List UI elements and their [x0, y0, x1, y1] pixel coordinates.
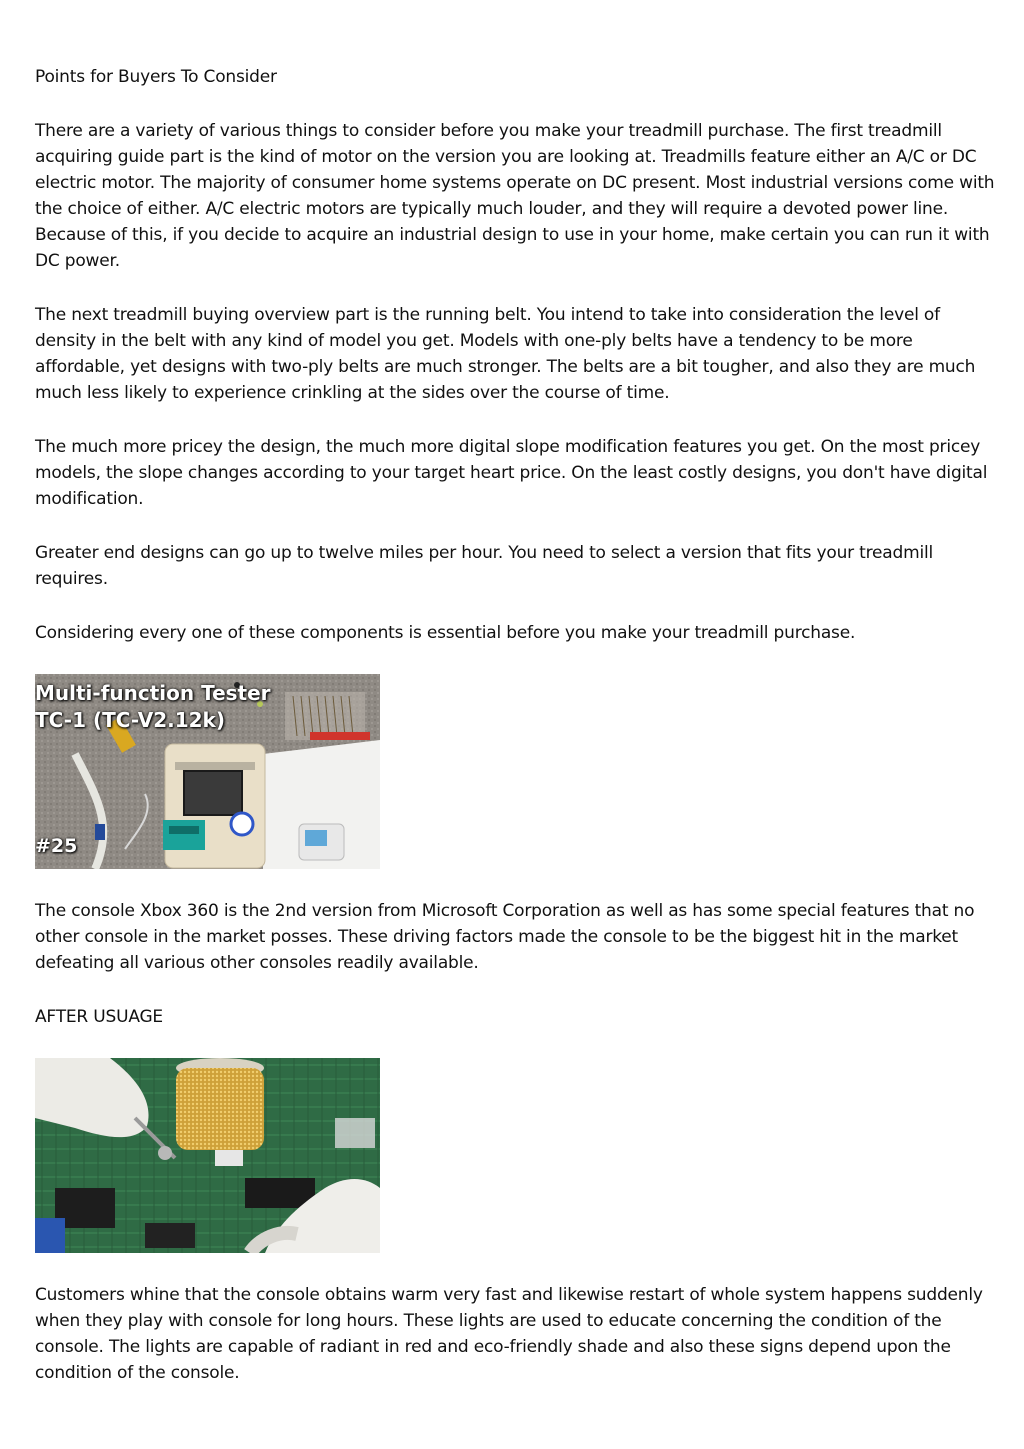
- photo-number: #25: [35, 835, 78, 857]
- paragraph-belt: The next treadmill buying overview part is the running belt. You intend to take into consideration the level of density in the belt with any kind of model you get. Models with one-ply belts have a tendency to be more affordable, yet designs with two-ply belts are much stronger. The belts are a bit tougher, and also they are much much less likely to experience crinkling at the sides over the course of time.: [35, 305, 976, 403]
- paragraph-console-issues: Customers whine that the console obtains warm very fast and likewise restart of whole system happens suddenly when they play with console for long hours. These lights are used to educate concerning the condition of the console. The lights are capable of radiant in red and eco-friendly shade and also these signs depend upon the condition of the console.: [35, 1285, 983, 1383]
- paragraph-speed: Greater end designs can go up to twelve miles per hour. You need to select a version that fits your treadmill requires.: [35, 543, 934, 589]
- paragraph-conclusion: Considering every one of these components is essential before you make your treadmill purchase.: [35, 623, 856, 643]
- paragraph-xbox: The console Xbox 360 is the 2nd version from Microsoft Corporation as well as has some special features that no other console in the market posses. These driving factors made the console to be the biggest hit in the market defeating all various other consoles readily available.: [35, 901, 975, 973]
- section-label-after-usage: AFTER USUAGE: [35, 1007, 163, 1027]
- article-body: [35, 64, 995, 1414]
- paragraph-motor: There are a variety of various things to consider before you make your treadmill purchase. The first treadmill acquiring guide part is the kind of motor on the version you are looking at. Treadmills feature either an A/C or DC electric motor. The majority of consumer home systems operate on DC present. Most industrial versions come with the choice of either. A/C electric motors are typically much louder, and they will require a devoted power line. Because of this, if you decide to acquire an industrial design to use in your home, make certain you can run it with DC power.: [35, 121, 995, 271]
- article-heading: Points for Buyers To Consider: [35, 67, 277, 87]
- circuit-board-photo: [35, 1058, 380, 1253]
- paragraph-slope: The much more pricey the design, the much more digital slope modification features you get. On the most pricey models, the slope changes according to your target heart price. On the least costly designs, you don't have digital modification.: [35, 437, 988, 509]
- tester-photo: [35, 674, 380, 869]
- photo-title-line2: TC-1 (TC-V2.12k): [35, 708, 225, 732]
- photo-title-line1: Multi-function Tester: [35, 681, 271, 705]
- circuit-board-graphic: [35, 1058, 380, 1253]
